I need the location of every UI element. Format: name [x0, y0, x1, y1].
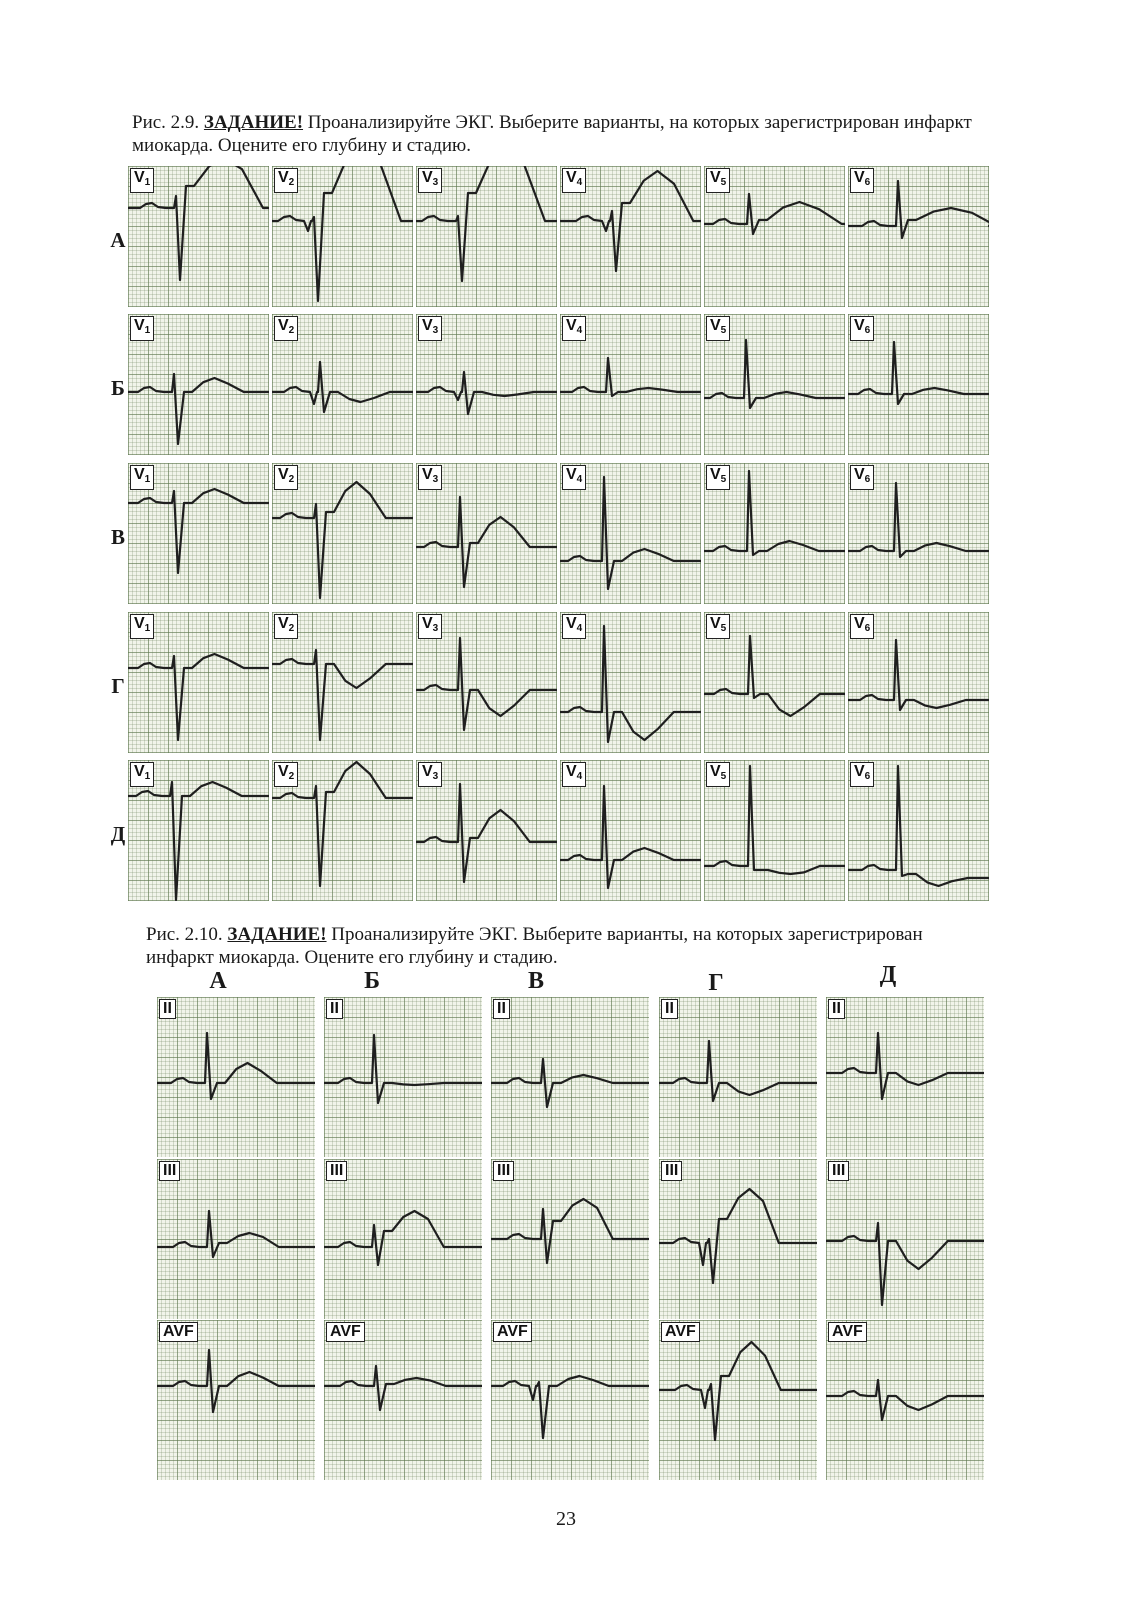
lead-number: 6 [864, 177, 871, 188]
lead-number: 2 [288, 177, 295, 188]
ecg-panel-col-2-lead-avf [324, 1320, 482, 1480]
ecg-waveform [659, 1041, 817, 1101]
lead-name: III [832, 1162, 846, 1179]
lead-letter: V [134, 615, 145, 632]
lead-label [326, 999, 343, 1019]
lead-name: AVF [497, 1323, 528, 1340]
ecg-panel-row-2-v6 [848, 314, 989, 455]
ecg-panel-row-5-v6 [848, 760, 989, 901]
lead-label [706, 762, 730, 787]
lead-label [562, 316, 586, 341]
figure-2-10-caption-line1: Проанализируйте ЭКГ. Выберите варианты, на которых зарегистрирован [331, 924, 923, 945]
ecg-panel-row-4-v6 [848, 612, 989, 753]
ecg-panel-col-4-lead-avf [659, 1320, 817, 1480]
lead-label [850, 614, 874, 639]
lead-label [661, 999, 678, 1019]
lead-number: 3 [432, 177, 439, 188]
lead-number: 4 [576, 623, 583, 634]
ecg-panel-col-5-lead-ii [826, 997, 984, 1157]
ecg-waveform [272, 482, 413, 598]
lead-number: 3 [432, 623, 439, 634]
figure-2-9-task-word: ЗАДАНИЕ! [203, 112, 304, 133]
lead-label [418, 316, 442, 341]
lead-label [850, 465, 874, 490]
ecg-waveform [848, 640, 989, 710]
lead-label [418, 762, 442, 787]
lead-number: 5 [720, 771, 727, 782]
lead-label [661, 1322, 700, 1342]
figure-2-10-caption-line2: инфаркт миокарда. Оцените его глубину и стадию. [146, 947, 558, 968]
ecg-panel-row-5-v1 [128, 760, 269, 901]
ecg-panel-row-2-v2 [272, 314, 413, 455]
ecg-trace [659, 1320, 817, 1480]
lead-name: II [665, 1000, 674, 1017]
ecg-panel-row-1-v1 [128, 166, 269, 307]
ecg-panel-row-5-v2 [272, 760, 413, 901]
ecg-waveform [491, 1199, 649, 1263]
ecg-panel-row-2-v3 [416, 314, 557, 455]
lead-name: III [163, 1162, 177, 1179]
lead-number: 3 [432, 474, 439, 485]
lead-number: 1 [144, 325, 151, 336]
ecg-panel-row-4-v1 [128, 612, 269, 753]
lead-label [493, 1322, 532, 1342]
ecg-waveform [157, 1350, 315, 1412]
lead-number: 1 [144, 474, 151, 485]
ecg-trace [157, 997, 315, 1157]
column-label: Д [879, 962, 897, 988]
lead-name: AVF [665, 1323, 696, 1340]
ecg-panel-row-4-v2 [272, 612, 413, 753]
lead-label [562, 168, 586, 193]
ecg-panel-row-1-v4 [560, 166, 701, 307]
lead-label [159, 1322, 198, 1342]
lead-label [159, 1161, 180, 1181]
ecg-trace [491, 997, 649, 1157]
lead-number: 4 [576, 325, 583, 336]
lead-letter: V [422, 169, 433, 186]
lead-number: 4 [576, 177, 583, 188]
row-label: Г [111, 674, 125, 698]
ecg-waveform [416, 497, 557, 587]
lead-name: AVF [330, 1323, 361, 1340]
lead-number: 6 [864, 623, 871, 634]
lead-name: II [832, 1000, 841, 1017]
lead-number: 1 [144, 771, 151, 782]
ecg-trace [826, 1159, 984, 1319]
lead-letter: V [422, 763, 433, 780]
ecg-panel-row-1-v2 [272, 166, 413, 307]
lead-label [706, 465, 730, 490]
lead-letter: V [278, 615, 289, 632]
ecg-waveform [560, 358, 701, 396]
lead-name: III [330, 1162, 344, 1179]
lead-label [326, 1322, 365, 1342]
ecg-waveform [704, 636, 845, 716]
ecg-trace [324, 997, 482, 1157]
lead-letter: V [134, 317, 145, 334]
lead-letter: V [854, 466, 865, 483]
ecg-trace [659, 1159, 817, 1319]
ecg-trace [157, 1320, 315, 1480]
lead-letter: V [278, 169, 289, 186]
ecg-waveform [324, 1366, 482, 1410]
ecg-trace [659, 997, 817, 1157]
lead-letter: V [710, 317, 721, 334]
lead-letter: V [134, 466, 145, 483]
lead-number: 1 [144, 177, 151, 188]
lead-number: 5 [720, 474, 727, 485]
lead-number: 6 [864, 325, 871, 336]
ecg-waveform [324, 1211, 482, 1265]
lead-label [562, 614, 586, 639]
lead-label [418, 614, 442, 639]
figure-2-10-task-word: ЗАДАНИЕ! [227, 924, 327, 945]
ecg-panel-row-3-v5 [704, 463, 845, 604]
lead-label [274, 168, 298, 193]
ecg-panel-col-4-lead-iii [659, 1159, 817, 1319]
lead-number: 2 [288, 623, 295, 634]
lead-name: II [330, 1000, 339, 1017]
ecg-panel-row-4-v3 [416, 612, 557, 753]
lead-letter: V [854, 169, 865, 186]
row-label: А [110, 228, 126, 252]
ecg-waveform [848, 342, 989, 404]
lead-number: 5 [720, 177, 727, 188]
ecg-panel-row-1-v6 [848, 166, 989, 307]
ecg-panel-row-3-v2 [272, 463, 413, 604]
lead-letter: V [710, 615, 721, 632]
ecg-panel-row-5-v5 [704, 760, 845, 901]
ecg-waveform [659, 1342, 817, 1440]
lead-letter: V [278, 317, 289, 334]
ecg-panel-row-4-v4 [560, 612, 701, 753]
lead-label [828, 1161, 849, 1181]
lead-letter: V [134, 763, 145, 780]
lead-name: AVF [832, 1323, 863, 1340]
lead-label [706, 168, 730, 193]
ecg-panel-row-2-v1 [128, 314, 269, 455]
ecg-panel-row-3-v3 [416, 463, 557, 604]
column-label: Г [708, 970, 724, 996]
lead-label [130, 316, 154, 341]
figure-2-9-caption-line1: Проанализируйте ЭКГ. Выберите варианты, на которых зарегистрирован инфаркт [307, 112, 972, 133]
ecg-waveform [324, 1035, 482, 1103]
lead-number: 6 [864, 771, 871, 782]
ecg-panel-col-3-lead-avf [491, 1320, 649, 1480]
lead-label [850, 168, 874, 193]
lead-label [130, 168, 154, 193]
ecg-trace [491, 1320, 649, 1480]
lead-letter: V [854, 317, 865, 334]
ecg-panel-col-5-lead-iii [826, 1159, 984, 1319]
figure-2-9-caption-line2: миокарда. Оцените его глубину и стадию. [132, 135, 471, 156]
ecg-panel-row-1-v3 [416, 166, 557, 307]
lead-label [661, 1161, 682, 1181]
lead-label [274, 762, 298, 787]
lead-label [326, 1161, 347, 1181]
lead-letter: V [566, 763, 577, 780]
ecg-trace [324, 1159, 482, 1319]
lead-number: 1 [144, 623, 151, 634]
lead-number: 3 [432, 771, 439, 782]
figure-2-10-caption-label: Рис. 2.10. [146, 924, 223, 945]
lead-label [828, 999, 845, 1019]
lead-label [493, 1161, 514, 1181]
ecg-waveform [826, 1223, 984, 1305]
ecg-panel-row-5-v3 [416, 760, 557, 901]
lead-letter: V [134, 169, 145, 186]
ecg-waveform [491, 1059, 649, 1107]
lead-label [706, 316, 730, 341]
lead-label [274, 465, 298, 490]
lead-label [850, 316, 874, 341]
ecg-panel-col-2-lead-ii [324, 997, 482, 1157]
lead-number: 5 [720, 325, 727, 336]
lead-name: II [497, 1000, 506, 1017]
ecg-panel-col-1-lead-ii [157, 997, 315, 1157]
lead-name: II [163, 1000, 172, 1017]
lead-label [130, 614, 154, 639]
lead-label [493, 999, 510, 1019]
figure-2-9-caption-label: Рис. 2.9. [132, 112, 200, 133]
ecg-panel-col-3-lead-iii [491, 1159, 649, 1319]
lead-letter: V [278, 763, 289, 780]
ecg-waveform [128, 782, 269, 900]
ecg-panel-col-1-lead-avf [157, 1320, 315, 1480]
lead-label [562, 465, 586, 490]
column-label: А [209, 968, 227, 994]
lead-letter: V [854, 763, 865, 780]
lead-name: AVF [163, 1323, 194, 1340]
ecg-waveform [157, 1211, 315, 1257]
ecg-waveform [416, 372, 557, 414]
lead-label [418, 168, 442, 193]
lead-number: 4 [576, 771, 583, 782]
lead-letter: V [566, 169, 577, 186]
lead-label [706, 614, 730, 639]
lead-letter: V [566, 317, 577, 334]
ecg-panel-col-4-lead-ii [659, 997, 817, 1157]
ecg-waveform [157, 1033, 315, 1099]
lead-label [274, 316, 298, 341]
ecg-panel-col-5-lead-avf [826, 1320, 984, 1480]
lead-letter: V [710, 763, 721, 780]
column-label: Б [364, 968, 380, 994]
lead-label [159, 999, 176, 1019]
ecg-waveform [826, 1380, 984, 1420]
ecg-panel-row-3-v6 [848, 463, 989, 604]
ecg-panel-row-1-v5 [704, 166, 845, 307]
ecg-panel-col-1-lead-iii [157, 1159, 315, 1319]
ecg-panel-row-5-v4 [560, 760, 701, 901]
ecg-waveform [416, 638, 557, 730]
lead-letter: V [422, 317, 433, 334]
figure-2-9-caption [132, 111, 1062, 157]
lead-label [274, 614, 298, 639]
lead-letter: V [422, 615, 433, 632]
ecg-waveform [491, 1376, 649, 1438]
lead-letter: V [566, 615, 577, 632]
ecg-waveform [128, 489, 269, 573]
lead-name: III [665, 1162, 679, 1179]
lead-letter: V [566, 466, 577, 483]
lead-letter: V [278, 466, 289, 483]
ecg-waveform [704, 194, 845, 234]
ecg-panel-row-2-v4 [560, 314, 701, 455]
lead-name: III [497, 1162, 511, 1179]
ecg-panel-row-2-v5 [704, 314, 845, 455]
row-label: Б [111, 376, 125, 400]
page-number: 23 [556, 1508, 576, 1530]
ecg-waveform [128, 374, 269, 444]
lead-label [130, 465, 154, 490]
lead-label [850, 762, 874, 787]
lead-label [130, 762, 154, 787]
lead-number: 6 [864, 474, 871, 485]
lead-letter: V [710, 169, 721, 186]
ecg-trace [826, 1320, 984, 1480]
ecg-waveform [272, 650, 413, 740]
ecg-panel-row-4-v5 [704, 612, 845, 753]
ecg-waveform [272, 362, 413, 412]
ecg-panel-col-2-lead-iii [324, 1159, 482, 1319]
column-label: В [527, 968, 544, 994]
row-label: В [110, 525, 125, 549]
ecg-trace [324, 1320, 482, 1480]
ecg-waveform [560, 477, 701, 589]
ecg-waveform [416, 784, 557, 882]
ecg-waveform [704, 340, 845, 408]
ecg-waveform [560, 626, 701, 742]
lead-letter: V [710, 466, 721, 483]
lead-label [828, 1322, 867, 1342]
lead-number: 5 [720, 623, 727, 634]
lead-label [418, 465, 442, 490]
ecg-panel-row-3-v4 [560, 463, 701, 604]
row-label: Д [110, 822, 126, 846]
lead-letter: V [422, 466, 433, 483]
lead-number: 2 [288, 325, 295, 336]
ecg-waveform [826, 1033, 984, 1099]
lead-number: 3 [432, 325, 439, 336]
ecg-trace [157, 1159, 315, 1319]
ecg-waveform [128, 654, 269, 740]
ecg-panel-row-3-v1 [128, 463, 269, 604]
ecg-waveform [848, 483, 989, 557]
lead-label [562, 762, 586, 787]
lead-letter: V [854, 615, 865, 632]
lead-number: 4 [576, 474, 583, 485]
ecg-waveform [560, 786, 701, 888]
ecg-waveform [659, 1189, 817, 1283]
lead-number: 2 [288, 771, 295, 782]
ecg-panel-col-3-lead-ii [491, 997, 649, 1157]
ecg-trace [491, 1159, 649, 1319]
ecg-trace [826, 997, 984, 1157]
lead-number: 2 [288, 474, 295, 485]
